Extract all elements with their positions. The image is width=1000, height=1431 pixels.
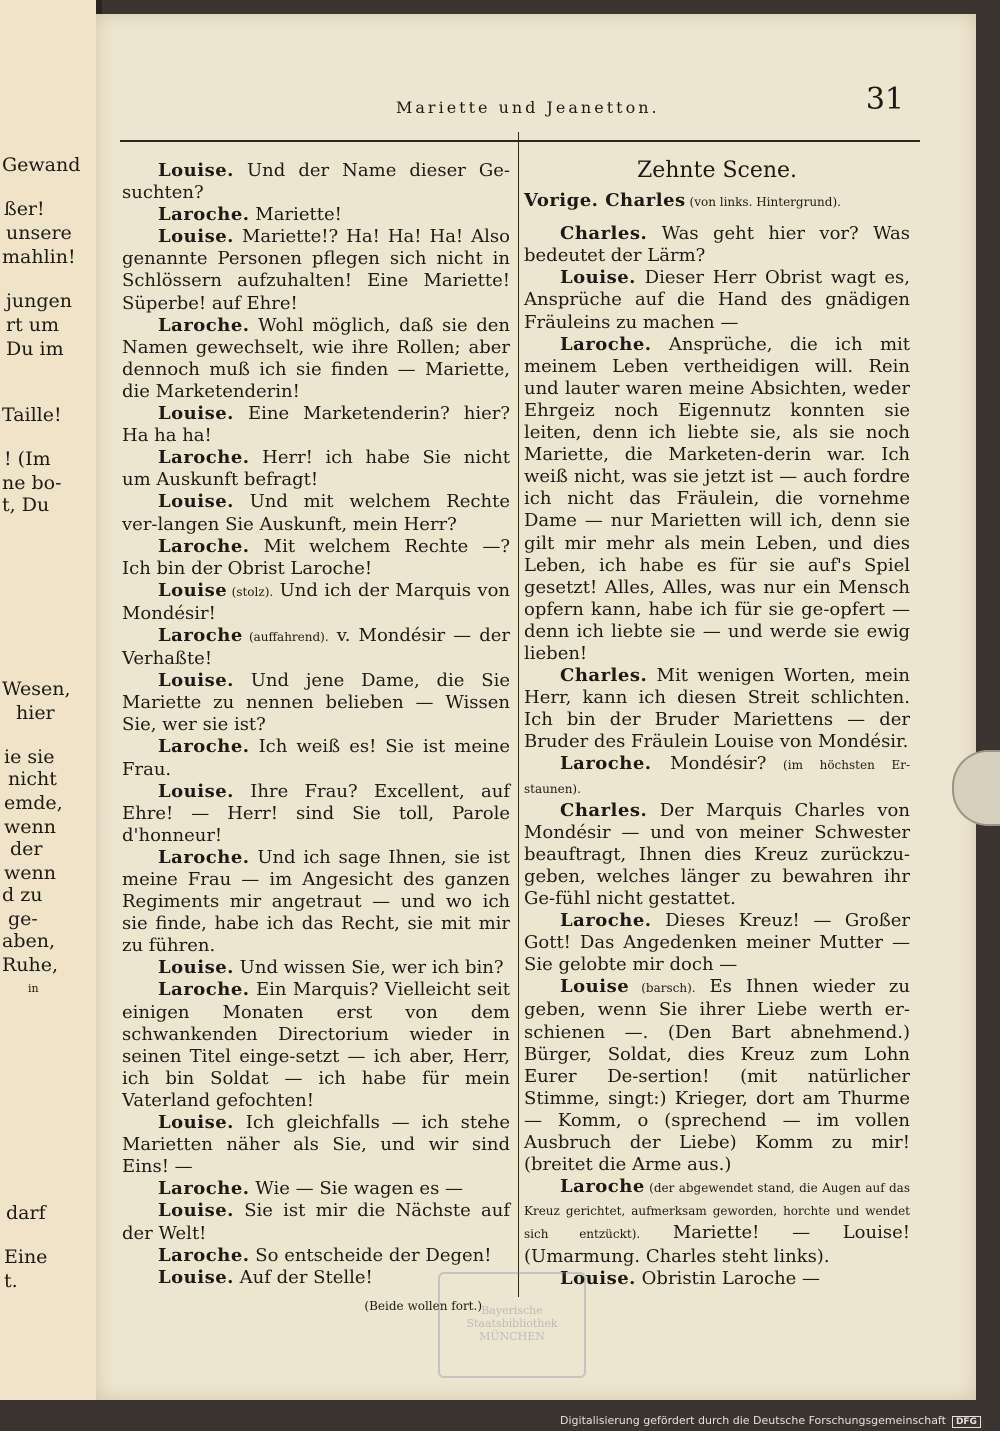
dialogue-line bbox=[122, 1200, 510, 1244]
dialogue-line bbox=[122, 315, 510, 403]
scene-title: Zehnte Scene. bbox=[636, 158, 798, 183]
line-text: Ansprüche, die ich mit meinem Leben vertheidigen will. Rein und lauter waren meine Absichten, weder Ehrgeiz noch Eigennutz konnten sie leiten, denn ich liebte sie, als sie noch Mariette, die Marketen-derin war. Ich weiß nicht, was sie jetzt ist — auch fordre ich nicht das Fräulein, die vornehme Dame — nur Marietten will ich, denn sie gilt mir mehr als mein Leben, und dies Leben, ich habe es für sie auf's Spiel gesetzt! Alles, Alles, was nur ein Mensch opfern kann, habe ich für sie ge-opfert — denn ich liebte sie — und werde sie ewig lieben! bbox=[524, 333, 910, 664]
credit-text: Digitalisierung gefördert durch die Deutsche Forschungsgemeinschaft bbox=[560, 1414, 946, 1427]
left-fragment: Ruhe, bbox=[2, 954, 59, 976]
line-text: So entscheide der Degen! bbox=[249, 1244, 492, 1266]
speaker: Louise. bbox=[158, 1200, 234, 1222]
left-fragment: Du im bbox=[6, 338, 64, 360]
line-text: Und der Name dieser Ge-suchten? bbox=[122, 160, 510, 204]
line-text: Und jene Dame, die Sie Mariette zu nennen belieben — Wissen Sie, wer sie ist? bbox=[122, 670, 510, 736]
stage-direction: (der abgewendet stand, die Augen auf das Kreuz gerichtet, aufmerksam geworden, horchte und wendet sich entzückt). bbox=[524, 1181, 910, 1242]
speaker: Louise. bbox=[158, 491, 234, 513]
line-text: Und mit welchem Rechte ver-langen Sie Auskunft, mein Herr? bbox=[122, 491, 510, 535]
left-fragment: Taille! bbox=[2, 404, 62, 426]
dialogue-line bbox=[122, 1178, 510, 1200]
line-text: Mariette! — Louise! (Umarmung. Charles steht links). bbox=[524, 1222, 910, 1267]
speaker: Laroche. bbox=[560, 333, 652, 355]
dialogue-line bbox=[524, 976, 910, 1176]
dialogue-line bbox=[122, 1245, 510, 1267]
line-text: Herr! ich habe Sie nicht um Auskunft befragt! bbox=[122, 447, 510, 491]
library-stamp: Bayerische Staatsbibliothek MÜNCHEN bbox=[438, 1272, 586, 1378]
line-text: Sie ist mir die Nächste auf der Welt! bbox=[122, 1200, 510, 1244]
dialogue-line bbox=[122, 204, 510, 226]
line-text: Auf der Stelle! bbox=[233, 1266, 373, 1288]
speaker: Louise. bbox=[158, 780, 234, 802]
left-fragment: emde, bbox=[4, 792, 63, 814]
dialogue-line bbox=[524, 223, 910, 267]
left-fragment: nicht bbox=[8, 768, 57, 790]
dialogue-line bbox=[122, 1112, 510, 1178]
left-fragment: unsere bbox=[6, 222, 72, 244]
column-divider bbox=[518, 132, 519, 1297]
speaker: Louise. bbox=[158, 226, 234, 248]
speaker: Louise. bbox=[158, 1112, 234, 1134]
line-text: Ich gleichfalls — ich stehe Marietten näher als Sie, und wir sind Eins! — bbox=[122, 1112, 510, 1178]
line-text: Und ich der Marquis von Mondésir! bbox=[122, 579, 511, 624]
speaker: Louise. bbox=[560, 267, 636, 289]
speaker: Louise. bbox=[158, 1266, 234, 1288]
line-text: Mondésir? bbox=[651, 753, 767, 775]
stage-direction: (barsch). bbox=[629, 981, 696, 996]
page-number: 31 bbox=[865, 82, 904, 117]
speaker: Charles. bbox=[560, 665, 648, 687]
line-text: Mit wenigen Worten, mein Herr, kann ich diesen Streit schlichten. Ich bin der Bruder Mariettens — der Bruder des Fräulein Louise von Mondésir. bbox=[524, 665, 910, 753]
line-text: Ich weiß es! Sie ist meine Frau. bbox=[122, 736, 510, 780]
left-fragment: mahlin! bbox=[2, 246, 76, 268]
stage-direction: (auffahrend). bbox=[242, 629, 329, 644]
dialogue-line bbox=[122, 580, 510, 625]
line-text: Der Marquis Charles von Mondésir — und von meiner Schwester beauftragt, Ihnen dies Kreuz zurückzu-geben, welches länger zu bewahren ihr Ge-fühl nicht gestattet. bbox=[524, 799, 910, 909]
line-text: Ein Marquis? Vielleicht seit einigen Monaten erst von dem schwankenden Directorium wieder in seinen Titel einge-setzt — ich aber, Herr, ich bin Soldat — ich habe für mein Vaterland gefochten! bbox=[122, 979, 510, 1111]
left-column bbox=[122, 160, 510, 1317]
speaker: Louise. bbox=[158, 957, 234, 979]
speaker: Louise. bbox=[158, 403, 234, 425]
left-fragment: darf bbox=[6, 1202, 46, 1224]
dialogue-line bbox=[122, 491, 510, 535]
left-fragment: Wesen, bbox=[2, 678, 71, 700]
speaker: Louise. bbox=[158, 670, 234, 692]
left-fragment: aben, bbox=[2, 930, 56, 952]
speaker: Laroche. bbox=[560, 753, 652, 775]
dialogue-line bbox=[524, 910, 910, 976]
speaker: Laroche. bbox=[158, 736, 250, 758]
dialogue-line bbox=[524, 665, 910, 753]
line-text: Und wissen Sie, wer ich bin? bbox=[233, 957, 504, 979]
book-page bbox=[96, 14, 976, 1400]
speaker: Louise. bbox=[158, 160, 234, 181]
left-fragment: wenn bbox=[4, 816, 56, 838]
page-header bbox=[96, 74, 976, 134]
speaker: Laroche. bbox=[158, 447, 250, 469]
left-fragment: wenn bbox=[4, 862, 56, 884]
left-fragment: d zu bbox=[2, 884, 43, 906]
dialogue-line bbox=[524, 1176, 910, 1267]
speaker: Laroche. bbox=[158, 314, 250, 336]
left-fragment: rt um bbox=[6, 314, 60, 336]
speaker: Charles. bbox=[560, 799, 648, 821]
speaker: Laroche. bbox=[158, 535, 250, 557]
dialogue-line bbox=[524, 800, 910, 910]
dialogue-line bbox=[122, 670, 510, 736]
left-fragment: jungen bbox=[6, 290, 73, 312]
dfg-logo: DFG bbox=[952, 1416, 981, 1428]
speaker: Laroche bbox=[560, 1176, 645, 1198]
line-text: Mit welchem Rechte —? Ich bin der Obrist Laroche! bbox=[122, 535, 510, 579]
line-text: Wohl möglich, daß sie den Namen gewechselt, wie ihre Rollen; aber dennoch muß ich sie finden — Mariette, die Marketenderin! bbox=[122, 314, 510, 402]
left-fragment: ! (Im bbox=[4, 448, 51, 470]
speaker: Louise bbox=[158, 579, 228, 601]
left-fragment: der bbox=[10, 838, 43, 860]
stage-direction: (im höchsten Er-staunen). bbox=[524, 758, 910, 796]
line-text: Es Ihnen wieder zu geben, wenn Sie ihrer Liebe werth er-schienen —. (Den Bart abnehmend.) Bürger, Soldat, dies Kreuz zum Lohn Eurer De-sertion! (mit natürlicher Stimme, singt:) Krieger, dort am Thurme — Komm, o (sprechend — im vollen Ausbruch der Liebe) Komm zu mir! (breitet die Arme aus.) bbox=[524, 976, 910, 1176]
line-text: Ihre Frau? Excellent, auf Ehre! — Herr! sind Sie toll, Parole d'honneur! bbox=[122, 780, 510, 846]
left-fragment: Gewand bbox=[2, 154, 81, 176]
left-fragment: hier bbox=[16, 702, 55, 724]
left-fragment: t. bbox=[4, 1270, 18, 1292]
dialogue-line bbox=[122, 957, 510, 979]
speaker: Charles. bbox=[560, 223, 648, 245]
left-fragment: ie sie bbox=[4, 746, 55, 768]
dialogue-line bbox=[122, 979, 510, 1112]
left-page-fragment bbox=[0, 0, 102, 1400]
line-text: Obristin Laroche — bbox=[635, 1267, 821, 1289]
exit-direction: (Beide wollen fort.) bbox=[364, 1298, 482, 1313]
cast-names: Vorige. Charles bbox=[524, 190, 686, 212]
dialogue-line bbox=[122, 160, 510, 204]
left-fragment: t, Du bbox=[2, 494, 50, 516]
left-fragment: ne bo- bbox=[2, 472, 62, 494]
left-fragment: Eine bbox=[4, 1246, 48, 1268]
dialogue-line bbox=[122, 781, 510, 847]
line-text: Dieses Kreuz! — Großer Gott! Das Angedenken meiner Mutter — Sie gelobte mir doch — bbox=[524, 910, 910, 976]
dialogue-line bbox=[122, 403, 510, 447]
dialogue-line bbox=[122, 447, 510, 491]
line-text: Dieser Herr Obrist wagt es, Ansprüche auf die Hand des gnädigen Fräuleins zu machen — bbox=[524, 267, 910, 333]
speaker: Louise. bbox=[560, 1267, 636, 1289]
speaker: Laroche. bbox=[158, 1244, 250, 1266]
dialogue-line bbox=[122, 226, 510, 314]
line-text: v. Mondésir — der Verhaßte! bbox=[122, 624, 511, 670]
dialogue-line bbox=[122, 625, 510, 670]
stage-direction: (von links. Hintergrund). bbox=[685, 195, 841, 210]
dialogue-line bbox=[122, 847, 510, 957]
running-title: Mariette und Jeanetton. bbox=[396, 98, 660, 117]
speaker: Louise bbox=[560, 976, 630, 998]
dialogue-line bbox=[524, 334, 910, 665]
right-column bbox=[524, 160, 910, 1290]
line-text: Was geht hier vor? Was bedeutet der Lärm? bbox=[524, 223, 910, 267]
scene-cast bbox=[524, 190, 910, 213]
speaker: Laroche. bbox=[158, 204, 250, 226]
speaker: Laroche. bbox=[158, 1178, 250, 1200]
speaker: Laroche bbox=[158, 624, 243, 646]
speaker: Laroche. bbox=[158, 846, 250, 868]
left-fragment: in bbox=[28, 982, 39, 995]
line-text: Mariette!? Ha! Ha! Ha! Also genannte Personen pflegen sich nicht in Schlössern aufzuhalten! Eine Mariette! Süperbe! auf Ehre! bbox=[122, 226, 510, 314]
line-text: Mariette! bbox=[249, 204, 342, 226]
footer-credit bbox=[560, 1414, 981, 1428]
line-text: Wie — Sie wagen es — bbox=[249, 1178, 464, 1200]
speaker: Laroche. bbox=[560, 910, 652, 932]
speaker: Laroche. bbox=[158, 979, 250, 1001]
header-rule bbox=[120, 140, 920, 142]
line-text: Eine Marketenderin? hier? Ha ha ha! bbox=[122, 403, 510, 447]
dialogue-line bbox=[524, 753, 910, 799]
dialogue-line bbox=[122, 736, 510, 780]
line-text: Und ich sage Ihnen, sie ist meine Frau — im Angesicht des ganzen Regiments mir angetraut — und wo ich sie finde, habe ich das Recht, sie mit mir zu führen. bbox=[122, 846, 510, 957]
left-fragment: ßer! bbox=[4, 198, 45, 220]
dialogue-line bbox=[524, 267, 910, 333]
left-fragment: ge- bbox=[8, 908, 38, 930]
dialogue-line bbox=[122, 536, 510, 580]
stage-direction: (stolz). bbox=[227, 584, 274, 599]
